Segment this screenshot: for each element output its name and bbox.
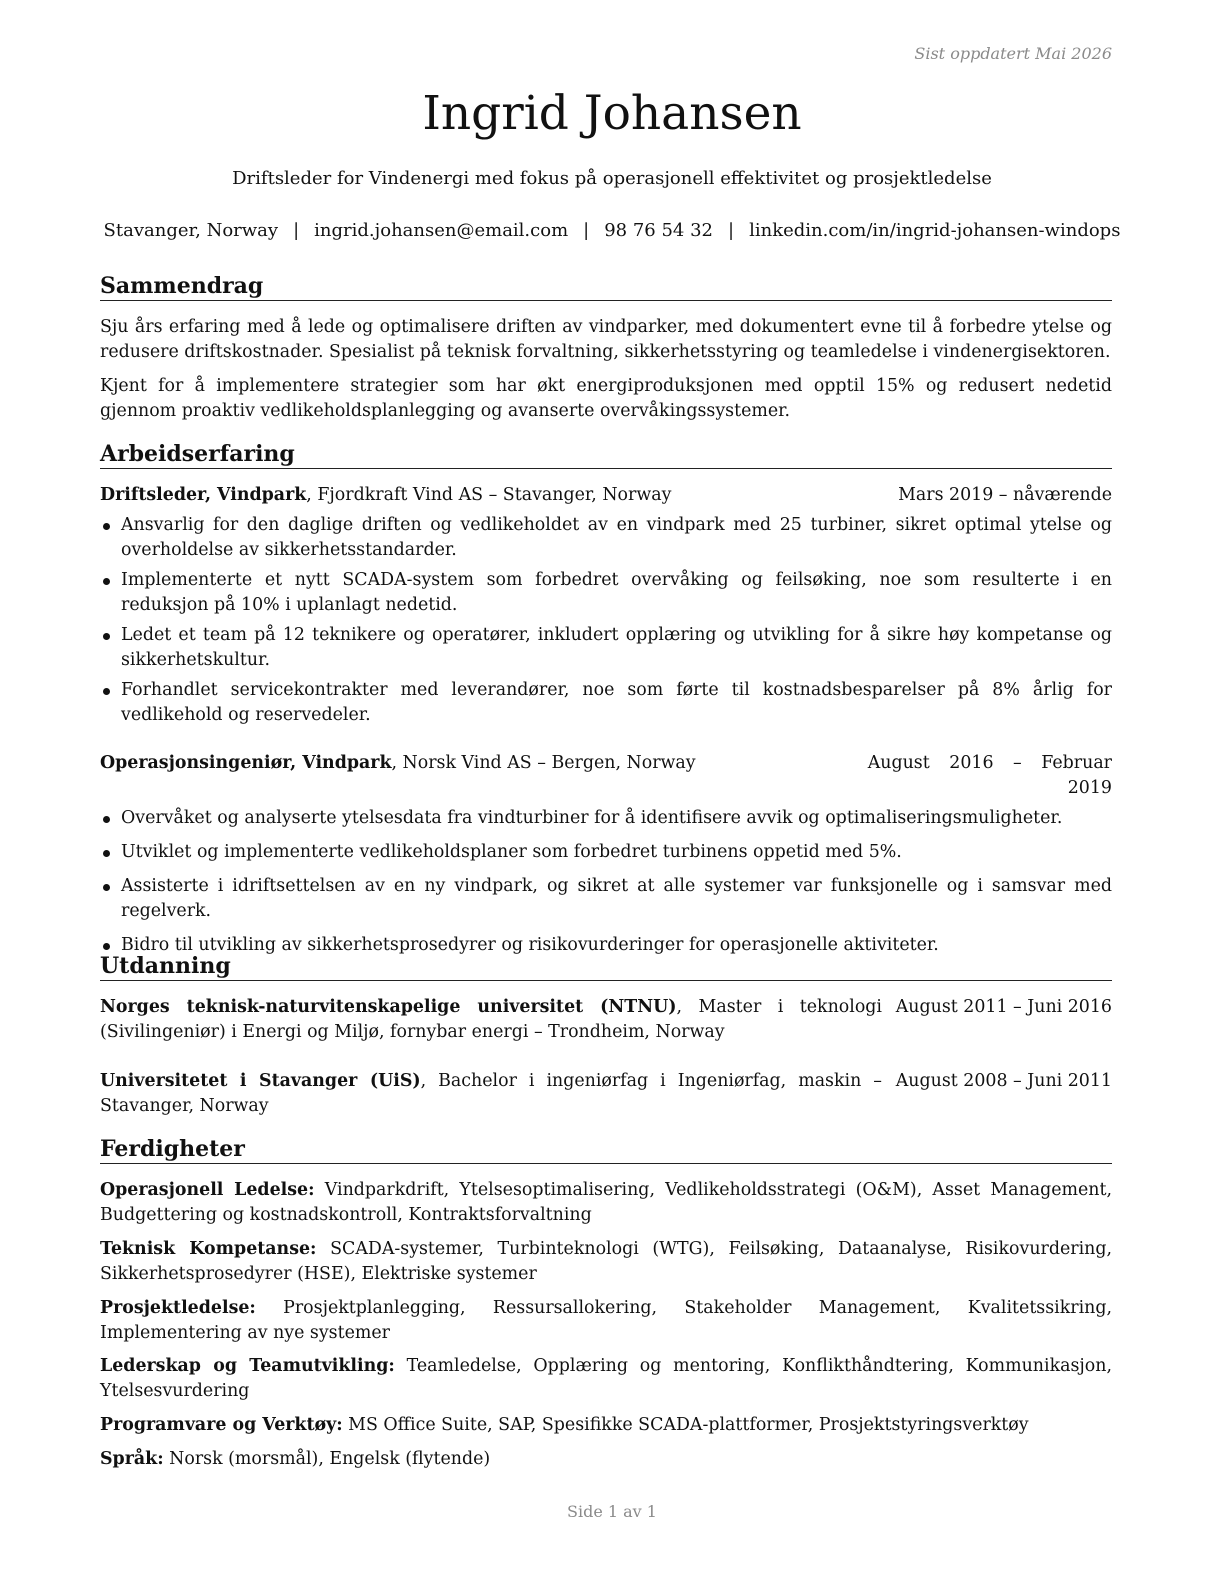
education-detail: , Master i teknologi (Sivilingeniør) i Energi og Miljø, fornybar energi – Trondheim, Norway (100, 997, 882, 1042)
list-item: Ansvarlig for den daglige driften og vedlikeholdet av en vindpark med 25 turbiner, sikret optimal ytelse og overholdelse av sikkerhetsstandarder. (100, 513, 1112, 563)
skill-value: Teamledelse, Opplæring og mentoring, Konflikthåndtering, Kommunikasjon, Ytelsesvurdering (100, 1356, 1112, 1401)
education-dates: August 2011 – Juni 2016 (895, 997, 1112, 1017)
skill-label: Programvare og Verktøy: (100, 1415, 343, 1435)
skill-label: Lederskap og Teamutvikling: (100, 1356, 395, 1376)
contact-separator: | (728, 220, 735, 241)
candidate-tagline: Driftsleder for Vindenergi med fokus på operasjonell effektivitet og prosjektledelse (232, 168, 992, 189)
skill-row (100, 1296, 1112, 1346)
contact-separator: | (293, 220, 300, 241)
summary-paragraph: Kjent for å implementere strategier som har økt energiproduksjonen med opptil 15% og redusert nedetid gjennom proaktiv vedlikeholdsplanlegging og avanserte overvåkingssystemer. (100, 376, 1112, 421)
list-item: Overvåket og analyserte ytelsesdata fra vindturbiner for å identifisere avvik og optimaliseringsmuligheter. (100, 806, 1112, 831)
contact-phone: 98 76 54 32 (604, 220, 714, 241)
job-role: Driftsleder, Vindpark (100, 485, 307, 505)
list-item: Assisterte i idriftsettelsen av en ny vindpark, og sikret at alle systemer var funksjonelle og i samsvar med regelverk. (100, 874, 1112, 924)
skill-row (100, 1413, 1112, 1438)
skill-label: Teknisk Kompetanse: (100, 1239, 317, 1259)
section-title-skills: Ferdigheter (100, 1135, 1112, 1164)
last-updated: Sist oppdatert Mai 2026 (914, 44, 1112, 63)
contact-email[interactable]: ingrid.johansen@email.com (314, 220, 569, 241)
list-item: Ledet et team på 12 teknikere og operatører, inkludert opplæring og utvikling for å sikre høy kompetanse og sikkerhetskultur. (100, 623, 1112, 673)
page-footer: Side 1 av 1 (567, 1502, 657, 1521)
candidate-name: Ingrid Johansen (422, 86, 802, 141)
list-item: Forhandlet servicekontrakter med leverandører, noe som førte til kostnadsbesparelser på 8% årlig for vedlikehold og reservedeler. (100, 678, 1112, 728)
skill-row (100, 1237, 1112, 1287)
skill-value: SCADA-systemer, Turbinteknologi (WTG), Feilsøking, Dataanalyse, Risikovurdering, Sikkerhetsprosedyrer (HSE), Elektriske systemer (100, 1239, 1112, 1284)
job-role: Operasjonsingeniør, Vindpark (100, 753, 392, 773)
list-item: Utviklet og implementerte vedlikeholdsplaner som forbedret turbinens oppetid med 5%. (100, 840, 1112, 865)
job-dates-line: 2019 (1067, 778, 1112, 798)
section-title-summary: Sammendrag (100, 272, 1112, 301)
skill-label: Prosjektledelse: (100, 1298, 256, 1318)
skill-value: Prosjektplanlegging, Ressursallokering, Stakeholder Management, Kvalitetssikring, Implementering av nye systemer (100, 1298, 1112, 1343)
skill-label: Operasjonell Ledelse: (100, 1180, 315, 1200)
job-dates: Mars 2019 – nåværende (898, 485, 1112, 505)
contact-location: Stavanger, Norway (103, 220, 279, 241)
education-school: Norges teknisk-naturvitenskapelige universitet (NTNU) (100, 997, 677, 1017)
section-title-experience: Arbeidserfaring (100, 440, 1112, 469)
section-title-education: Utdanning (100, 952, 1112, 981)
job-bullets (100, 806, 1112, 958)
list-item: Implementerte et nytt SCADA-system som forbedret overvåking og feilsøking, noe som resulterte i en reduksjon på 10% i uplanlagt nedetid. (100, 568, 1112, 618)
education-dates: August 2008 – Juni 2011 (895, 1071, 1112, 1091)
skill-value: Vindparkdrift, Ytelsesoptimalisering, Vedlikeholdsstrategi (O&M), Asset Management, Budgettering og kostnadskontroll, Kontraktsforvaltning (100, 1180, 1112, 1225)
job-header (100, 751, 1112, 801)
skill-row (100, 1178, 1112, 1228)
skill-value: MS Office Suite, SAP, Spesifikke SCADA-plattformer, Prosjektstyringsverktøy (342, 1415, 1029, 1435)
skill-value: Norsk (morsmål), Engelsk (flytende) (163, 1449, 491, 1469)
job-company: , Fjordkraft Vind AS – Stavanger, Norway (306, 485, 672, 505)
education-detail: , Bachelor i ingeniørfag i Ingeniørfag, maskin – Stavanger, Norway (100, 1071, 882, 1116)
contact-separator: | (583, 220, 590, 241)
contact-linkedin[interactable]: linkedin.com/in/ingrid-johansen-windops (749, 220, 1121, 241)
job-bullets (100, 513, 1112, 728)
education-item (100, 1069, 1112, 1119)
job-dates (868, 751, 1112, 801)
job-company: , Norsk Vind AS – Bergen, Norway (391, 753, 696, 773)
list-item: Bidro til utvikling av sikkerhetsprosedyrer og risikovurderinger for operasjonelle aktiviteter. (100, 933, 1112, 958)
skill-label: Språk: (100, 1449, 164, 1469)
skill-row (100, 1447, 1112, 1472)
contact-line (0, 220, 1224, 241)
job-dates-line: August 2016 – Februar (867, 753, 1112, 773)
skill-row (100, 1354, 1112, 1404)
education-item (100, 995, 1112, 1045)
summary-paragraph: Sju års erfaring med å lede og optimalisere driften av vindparker, med dokumentert evne til å forbedre ytelse og redusere driftskostnader. Spesialist på teknisk forvaltning, sikkerhetsstyring og teamledelse i vindenergisektoren. (100, 317, 1112, 362)
education-school: Universitetet i Stavanger (UiS) (100, 1071, 421, 1091)
